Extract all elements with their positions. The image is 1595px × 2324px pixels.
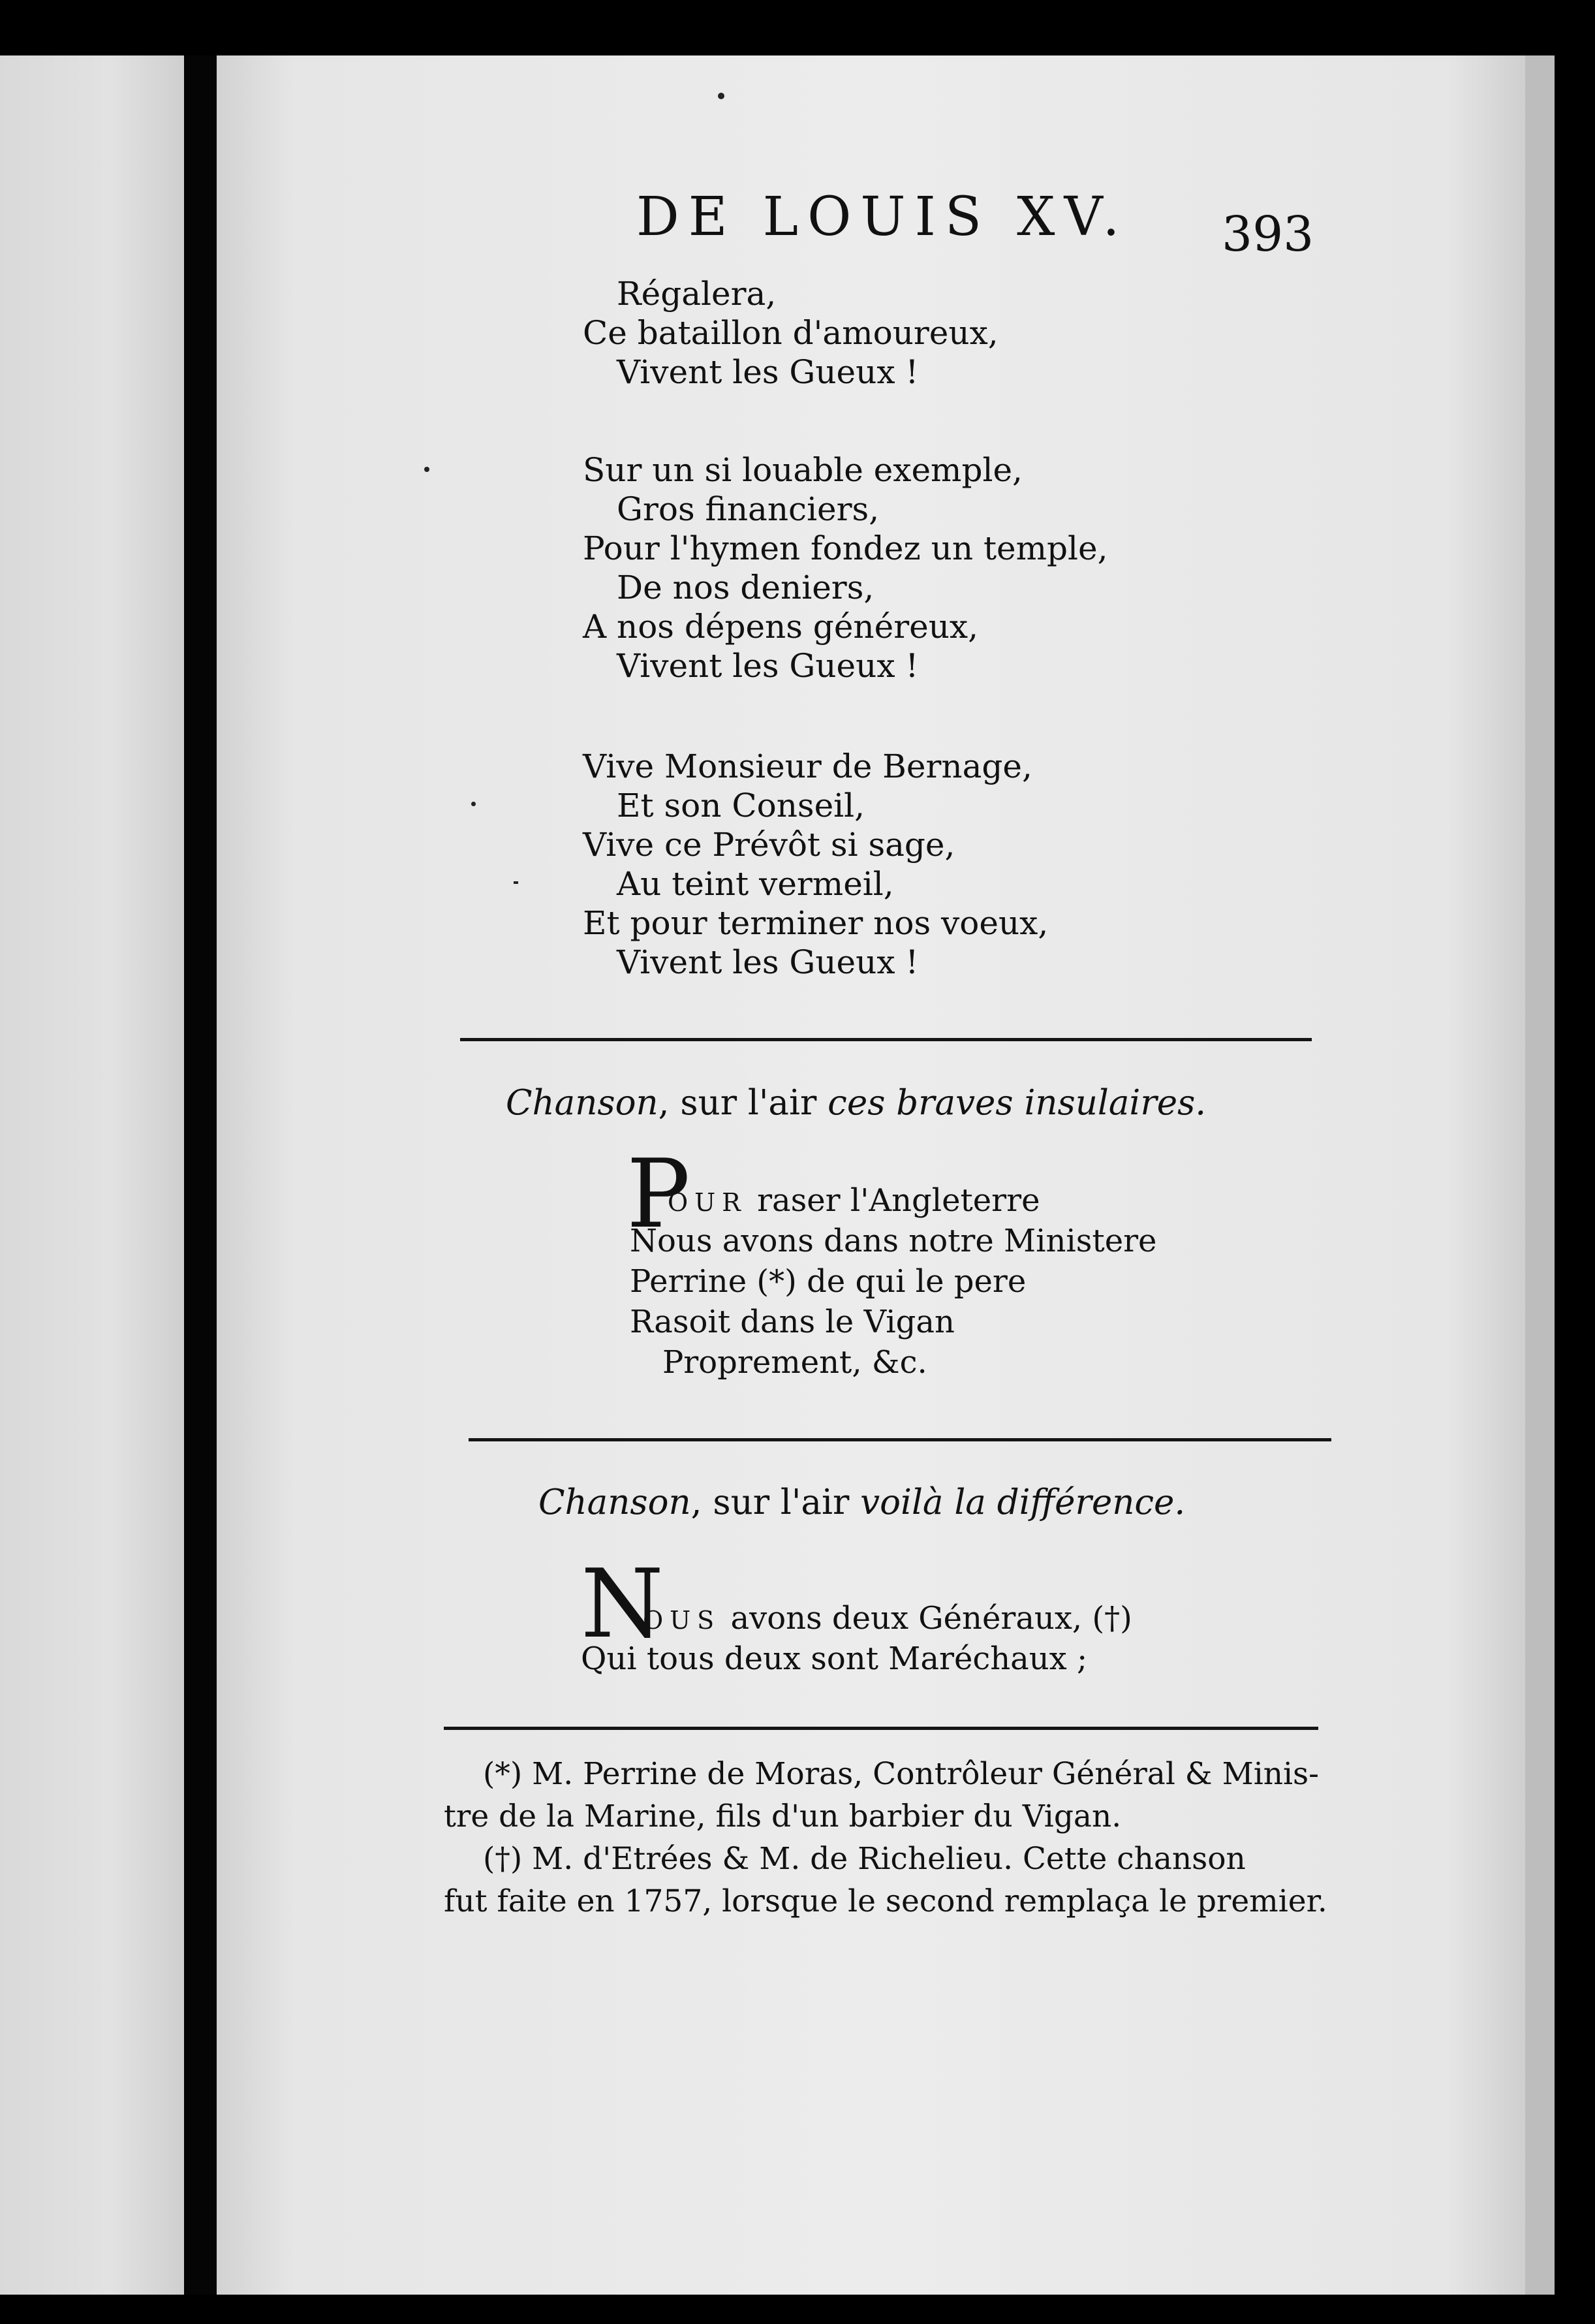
verse-line: Vivent les Gueux ! — [617, 353, 919, 391]
verse-line: Vivent les Gueux ! — [617, 943, 919, 981]
verse-line — [630, 1180, 1156, 1221]
verse-line — [581, 1598, 1132, 1639]
verse-line: Sur un si louable exemple, — [583, 451, 1023, 489]
chanson-title — [538, 1485, 1185, 1520]
verse-line: Pour l'hymen fondez un temple, — [583, 529, 1108, 567]
verse-line: Vive Monsieur de Bernage, — [583, 747, 1032, 785]
section-divider — [460, 1038, 1312, 1041]
verse-stanza-3 — [583, 747, 1048, 982]
chanson-label: Chanson — [538, 1483, 691, 1522]
section-divider — [469, 1438, 1331, 1441]
footnote-line: tre de la Marine, fils d'un barbier du Vigan. — [444, 1798, 1122, 1834]
verse-line: Perrine (*) de qui le pere — [630, 1263, 1027, 1300]
footnote-divider — [444, 1727, 1318, 1730]
page-edge-right — [1525, 55, 1555, 2295]
verse-line-text: avons deux Généraux, (†) — [730, 1600, 1132, 1637]
verse-line: Ce bataillon d'amoureux, — [583, 314, 999, 352]
footnote-line: fut faite en 1757, lorsque le second remplaça le premier. — [444, 1883, 1327, 1919]
verse-line: Au teint vermeil, — [617, 865, 894, 903]
chanson-stanza — [630, 1180, 1156, 1383]
ink-speck — [424, 467, 429, 472]
book-gutter — [184, 55, 217, 2295]
chanson-label: Chanson — [506, 1083, 658, 1123]
verse-line: De nos deniers, — [617, 569, 875, 606]
chanson-air-intro: , sur l'air — [658, 1083, 817, 1123]
verse-line: Qui tous deux sont Maréchaux ; — [581, 1641, 1088, 1677]
drop-cap: N — [581, 1549, 664, 1659]
footnotes — [444, 1753, 1327, 1923]
facing-page-edge — [0, 55, 184, 2295]
verse-line: Vivent les Gueux ! — [617, 647, 919, 685]
verse-line: Proprement, &c. — [662, 1344, 927, 1381]
verse-line: Gros financiers, — [617, 490, 880, 528]
verse-line: Et son Conseil, — [617, 787, 865, 824]
running-title: DE LOUIS XV. — [636, 186, 1129, 248]
verse-stanza-2 — [583, 450, 1108, 685]
footnote-line: (†) M. d'Etrées & M. de Richelieu. Cette chanson — [483, 1841, 1246, 1877]
page-number: 393 — [1222, 206, 1314, 262]
small-caps-word: OUS — [643, 1606, 721, 1635]
chanson-stanza — [581, 1598, 1132, 1679]
chanson-air-name: voilà la différence. — [860, 1483, 1186, 1522]
chanson-air-intro: , sur l'air — [690, 1483, 850, 1522]
verse-line-text: raser l'Angleterre — [757, 1182, 1040, 1219]
verse-line: Régalera, — [617, 275, 777, 313]
verse-line: Et pour terminer nos voeux, — [583, 904, 1049, 942]
small-caps-word: OUR — [668, 1188, 747, 1217]
drop-cap: P — [627, 1139, 690, 1249]
chanson-air-name: ces braves insulaires. — [828, 1083, 1207, 1123]
verse-line: Rasoit dans le Vigan — [630, 1304, 955, 1340]
verse-line: Nous avons dans notre Ministere — [630, 1223, 1157, 1259]
ink-speck — [718, 93, 724, 99]
footnote-line: (*) M. Perrine de Moras, Contrôleur Général & Minis- — [483, 1756, 1320, 1792]
ink-speck — [514, 881, 518, 884]
chanson-title — [506, 1083, 1207, 1123]
verse-line: A nos dépens généreux, — [583, 608, 978, 646]
verse-stanza-1 — [583, 274, 999, 392]
ink-speck — [471, 802, 476, 806]
verse-line: Vive ce Prévôt si sage, — [583, 826, 955, 864]
